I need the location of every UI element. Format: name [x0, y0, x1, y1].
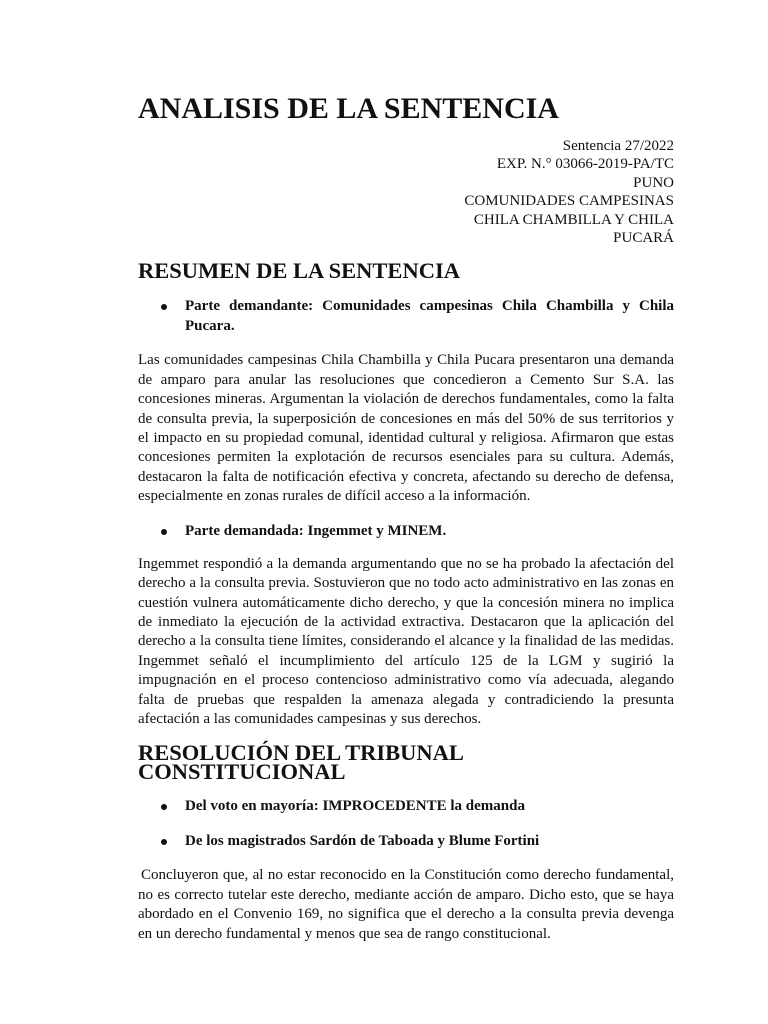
plaintiff-bullet-list — [138, 296, 674, 336]
majority-bullet-list — [138, 796, 674, 816]
summary-heading: RESUMEN DE LA SENTENCIA — [138, 258, 460, 284]
plaintiff-bullet: Parte demandante: Comunidades campesinas Chila Chambilla y Chila Pucara. — [138, 296, 674, 336]
resolution-heading: RESOLUCIÓN DEL TRIBUNAL CONSTITUCIONAL — [138, 740, 463, 785]
case-region: PUNO — [633, 174, 674, 191]
document-title: ANALISIS DE LA SENTENCIA — [138, 92, 559, 125]
defendant-bullet: Parte demandada: Ingemmet y MINEM. — [138, 521, 674, 541]
magistrates-bullet-list — [138, 831, 674, 851]
majority-vote-bullet: Del voto en mayoría: IMPROCEDENTE la demanda — [138, 796, 674, 816]
magistrates-bullet: De los magistrados Sardón de Taboada y Blume Fortini — [138, 831, 674, 851]
defendant-paragraph: Ingemmet respondió a la demanda argumentando que no se ha probado la afectación del derecho a la consulta previa. Sostuvieron que no todo acto administrativo en las zonas en cuestión vulnera automáticamente dicho derecho, y que la concesión minera no implica de inmediato la ejecución de la actividad extractiva. Destacaron que la aplicación del derecho a la consulta tiene límites, considerando el alcance y la finalidad de las medidas. Ingemmet señaló el incumplimiento del artículo 125 de la LGM y sugirió la impugnación en el proceso contencioso administrativo como vía adecuada, alegando falta de pruebas que respalden la amenaza alegada y contradiciendo la presunta afectación a las comunidades campesinas y sus derechos. — [138, 555, 674, 727]
document-content — [138, 92, 674, 944]
case-parties-line-2: CHILA CHAMBILLA Y CHILA — [473, 211, 674, 228]
defendant-bullet-list — [138, 521, 674, 541]
case-file-number: EXP. N.° 03066-2019-PA/TC — [496, 156, 674, 173]
case-parties-line-3: PUCARÁ — [613, 230, 674, 247]
plaintiff-paragraph: Las comunidades campesinas Chila Chambilla y Chila Pucara presentaron una demanda de amparo para anular las resoluciones que concedieron a Cemento Sur S.A. las concesiones mineras. Argumentan la violación de derechos fundamentales, como la falta de consulta previa, la superposición de concesiones en más del 50% de sus territorios y el impacto en su propiedad comunal, identidad cultural y religiosa. Afirmaron que estas concesiones permiten la explotación de recursos esenciales para su cultura. Además, destacaron la falta de notificación efectiva y concreta, afectando su derecho de defensa, especialmente en zonas rurales de difícil acceso a la información. — [138, 352, 674, 505]
conclusion-paragraph: Concluyeron que, al no estar reconocido en la Constitución como derecho fundamental, no es correcto tutelar este derecho, mediante acción de amparo. Dicho esto, que se haya abordado en el Convenio 169, no significa que el derecho a la consulta previa devenga en un derecho fundamental y menos que sea de rango constitucional. — [138, 867, 674, 942]
sentence-number: Sentencia 27/2022 — [562, 138, 674, 154]
case-parties-line-1: COMUNIDADES CAMPESINAS — [464, 193, 674, 210]
case-metadata-block — [138, 137, 674, 247]
